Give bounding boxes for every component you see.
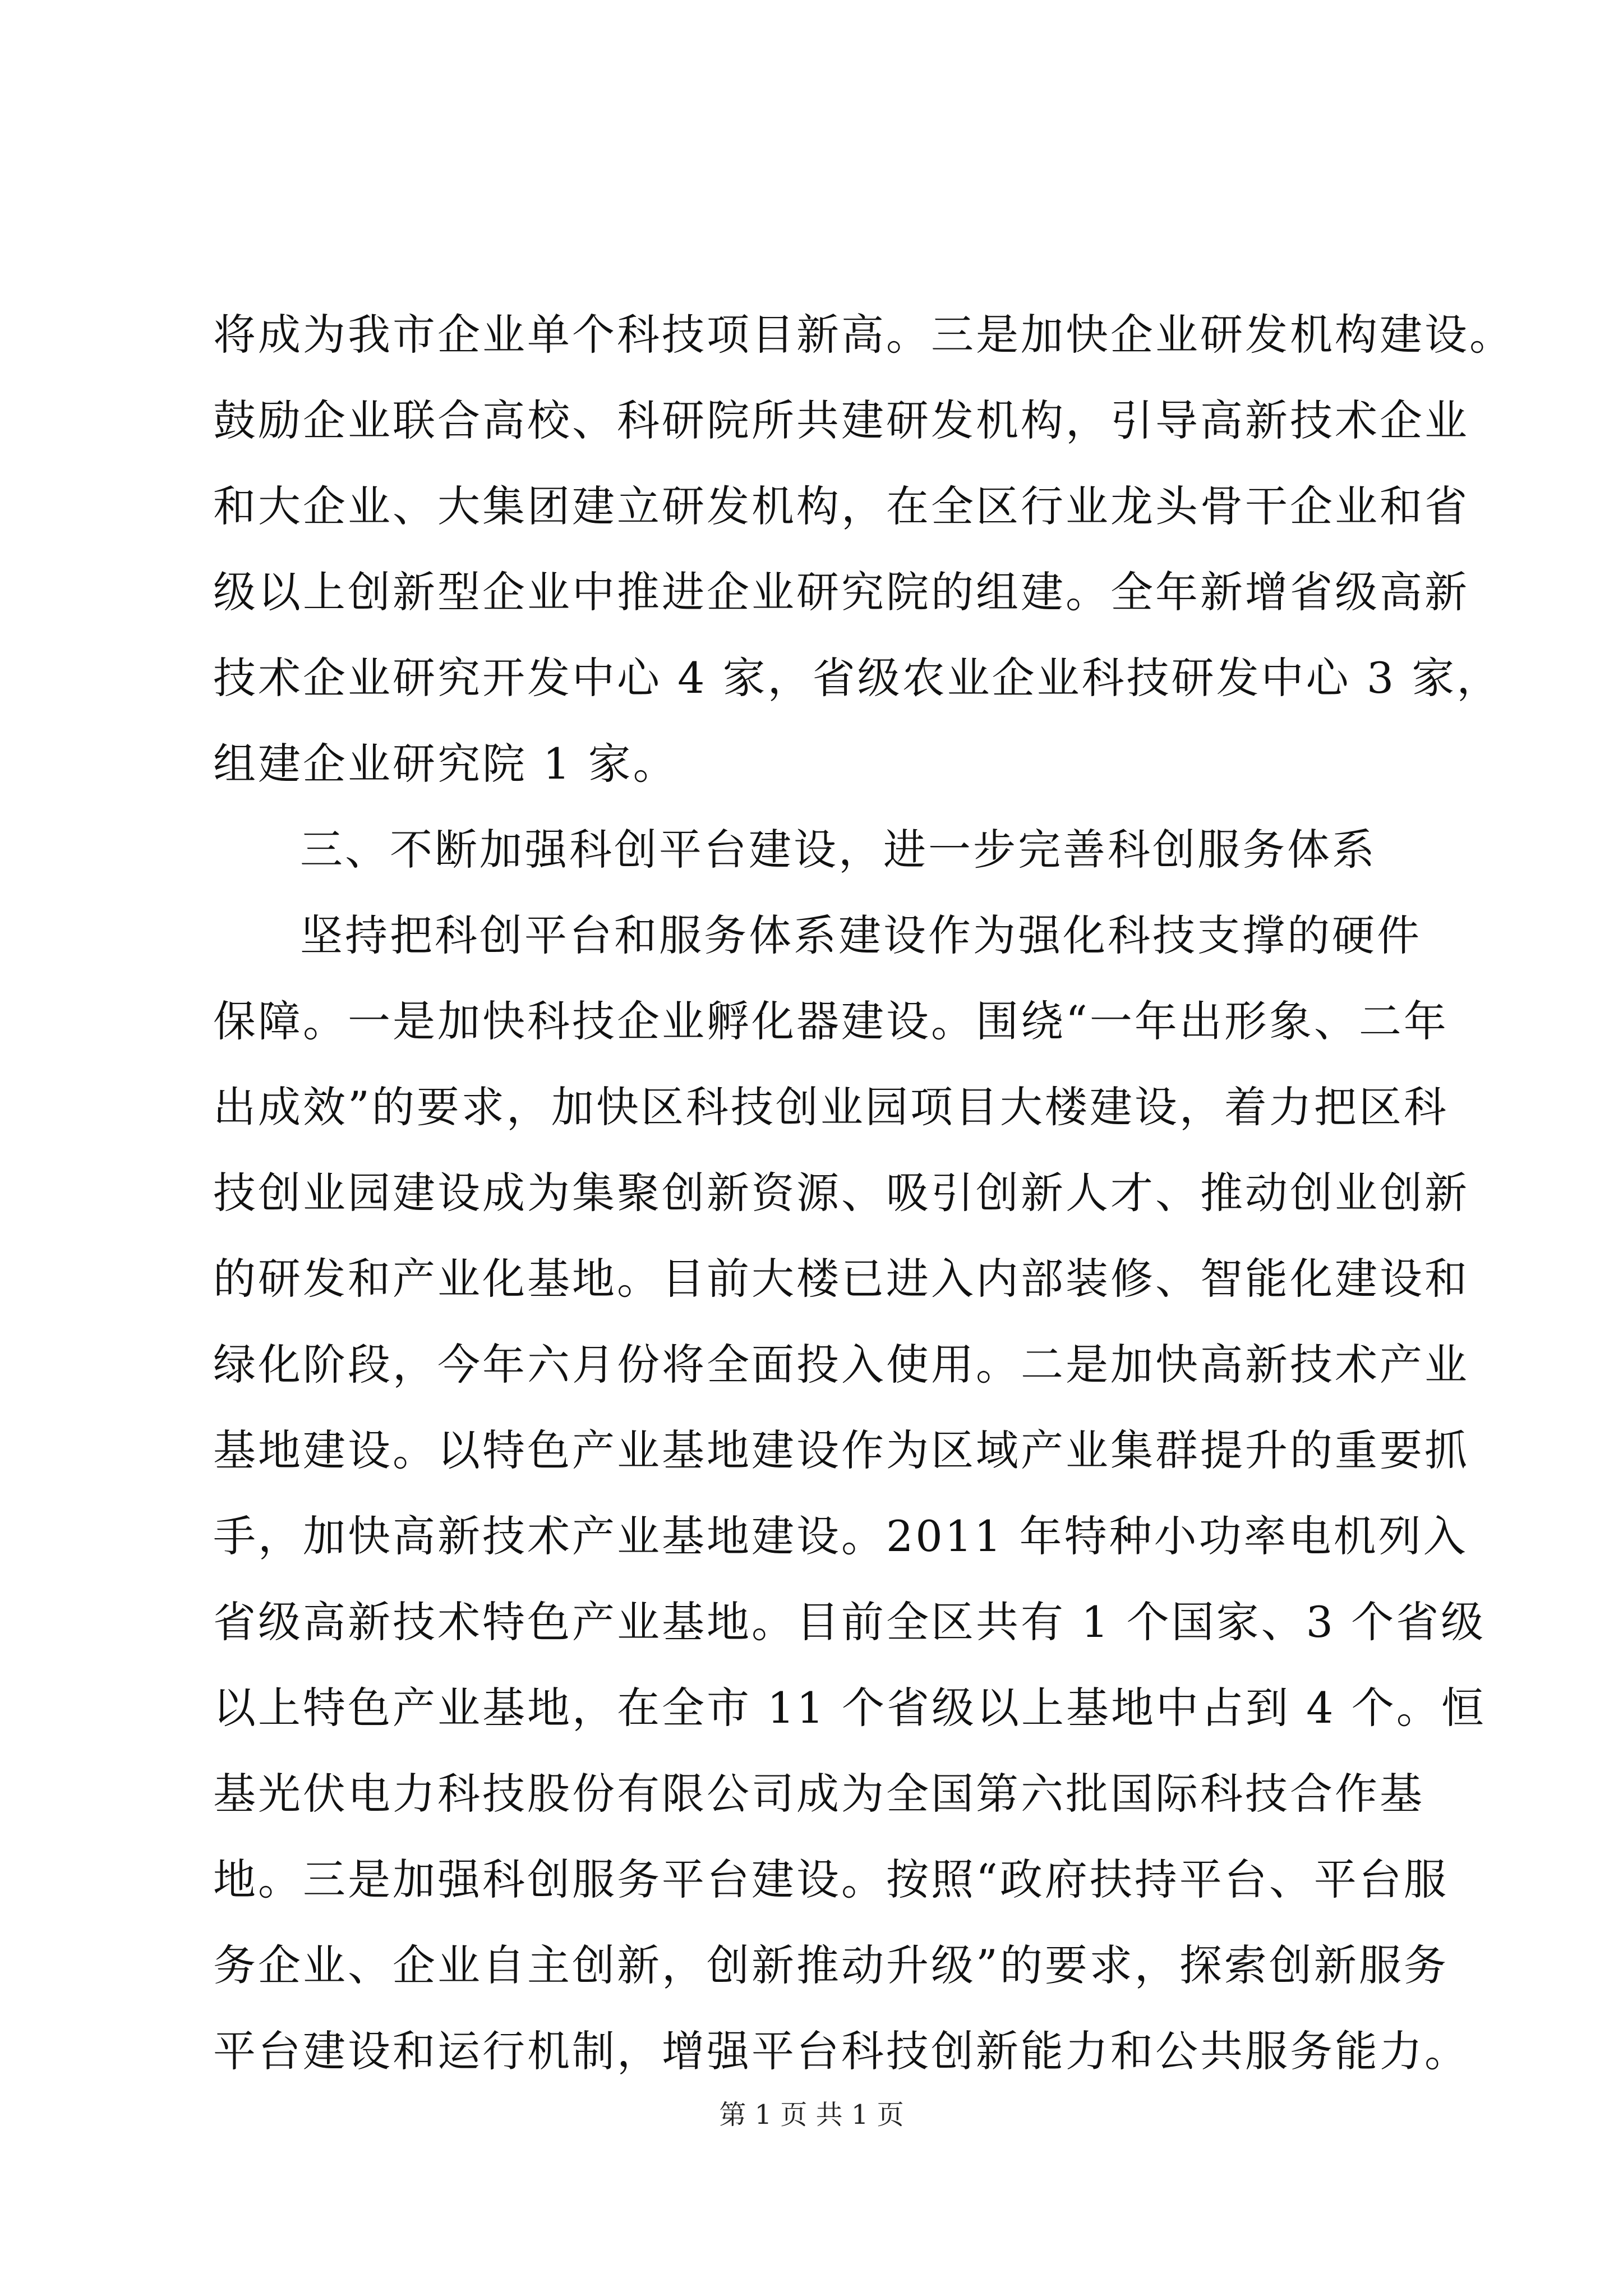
paragraph-start-line: 坚持把科创平台和服务体系建设作为强化科技支撑的硬件 <box>300 910 1422 960</box>
text-line: 出成效”的要求，加快区科技创业园项目大楼建设，着力把区科 <box>213 1082 1449 1132</box>
text-line: 务企业、企业自主创新，创新推动升级”的要求，探索创新服务 <box>213 1940 1449 1990</box>
text-line: 地。三是加强科创服务平台建设。按照“政府扶持平台、平台服 <box>213 1855 1449 1904</box>
text-line: 技创业园建设成为集聚创新资源、吸引创新人才、推动创业创新 <box>213 1168 1469 1218</box>
text-line: 保障。一是加快科技企业孵化器建设。围绕“一年出形象、二年 <box>213 996 1449 1046</box>
text-line: 基光伏电力科技股份有限公司成为全国第六批国际科技合作基 <box>213 1769 1424 1819</box>
section-heading: 三、不断加强科创平台建设，进一步完善科创服务体系 <box>300 825 1377 875</box>
text-line: 绿化阶段，今年六月份将全面投入使用。二是加快高新技术产业 <box>213 1340 1469 1389</box>
text-line: 技术企业研究开发中心 4 家，省级农业企业科技研发中心 3 家， <box>213 653 1502 703</box>
text-line: 基地建设。以特色产业基地建设作为区域产业集群提升的重要抓 <box>213 1425 1469 1475</box>
document-body <box>213 292 1514 2094</box>
text-line: 和大企业、大集团建立研发机构，在全区行业龙头骨干企业和省 <box>213 481 1469 531</box>
text-line: 的研发和产业化基地。目前大楼已进入内部装修、智能化建设和 <box>213 1254 1469 1304</box>
text-line: 鼓励企业联合高校、科研院所共建研发机构，引导高新技术企业 <box>213 395 1469 445</box>
text-line: 省级高新技术特色产业基地。目前全区共有 1 个国家、3 个省级 <box>213 1597 1486 1647</box>
text-line: 将成为我市企业单个科技项目新高。三是加快企业研发机构建设。 <box>213 310 1514 360</box>
text-line: 平台建设和运行机制，增强平台科技创新能力和公共服务能力。 <box>213 2026 1469 2076</box>
text-line: 组建企业研究院 1 家。 <box>213 739 678 789</box>
text-line: 级以上创新型企业中推进企业研究院的组建。全年新增省级高新 <box>213 567 1469 617</box>
page-footer: 第 1 页 共 1 页 <box>719 2099 904 2131</box>
text-line: 手，加快高新技术产业基地建设。2011 年特种小功率电机列入 <box>213 1511 1468 1561</box>
text-line: 以上特色产业基地，在全市 11 个省级以上基地中占到 4 个。恒 <box>213 1683 1486 1733</box>
